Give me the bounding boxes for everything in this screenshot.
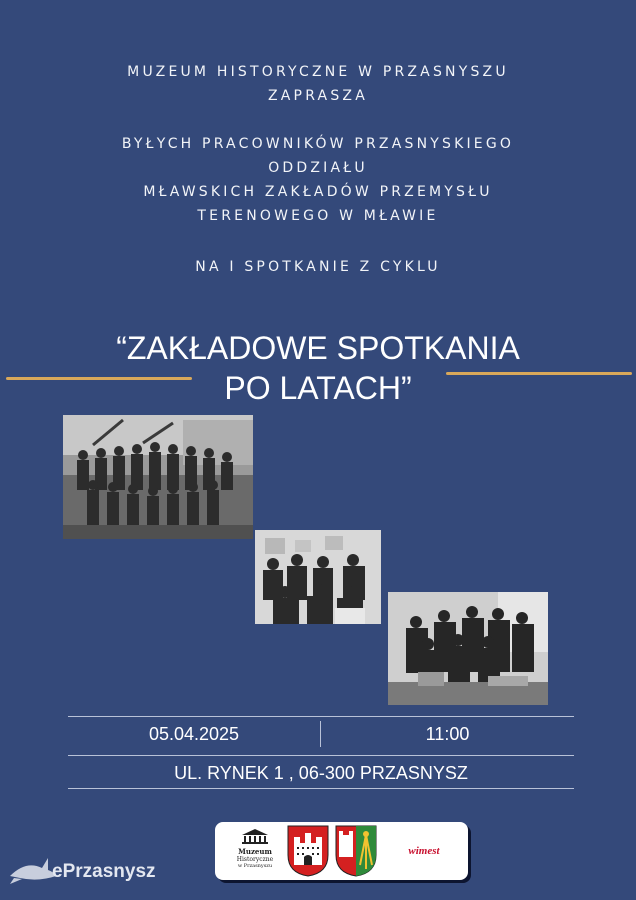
invitees-text bbox=[0, 132, 636, 228]
event-time: 11:00 bbox=[425, 724, 470, 744]
event-title bbox=[0, 328, 636, 408]
invitees-line-1: BYŁYCH PRACOWNIKÓW PRZASNYSKIEGO bbox=[121, 136, 515, 152]
invitees-line-2: ODDZIAŁU bbox=[268, 160, 368, 176]
archival-photo-workshop bbox=[388, 592, 548, 705]
info-rule-middle bbox=[68, 755, 574, 756]
archival-photo-workers-indoor bbox=[255, 530, 381, 624]
museum-logo bbox=[229, 828, 281, 876]
sponsor-logo: wimest bbox=[408, 845, 440, 857]
eprzasnysz-watermark bbox=[8, 852, 168, 892]
series-intro bbox=[0, 255, 636, 279]
invitation-heading bbox=[0, 60, 636, 108]
museum-logo-line-3: w Przasnyszu bbox=[237, 863, 273, 869]
invitees-line-3: MŁAWSKICH ZAKŁADÓW PRZEMYSŁU bbox=[143, 184, 493, 200]
event-date: 05.04.2025 bbox=[148, 724, 240, 744]
przasnysz-coat-of-arms-icon bbox=[287, 825, 329, 877]
county-coat-of-arms-icon bbox=[335, 825, 377, 877]
event-title-line-1: “ZAKŁADOWE SPOTKANIA bbox=[116, 330, 520, 366]
watermark-text: ePrzasnysz bbox=[52, 861, 156, 882]
museum-name: MUZEUM HISTORYCZNE W PRZASNYSZU bbox=[127, 64, 509, 80]
event-address: UL. RYNEK 1 , 06-300 PRZASNYSZ bbox=[174, 763, 468, 783]
partner-logos bbox=[215, 822, 468, 880]
info-rule-bottom bbox=[68, 788, 574, 789]
series-intro-line: NA I SPOTKANIE Z CYKLU bbox=[195, 259, 441, 275]
invites-text: ZAPRASZA bbox=[267, 88, 368, 104]
invitees-line-4: TERENOWEGO W MŁAWIE bbox=[197, 208, 439, 224]
info-rule-top bbox=[68, 716, 574, 717]
museum-logo-line-1: Muzeum bbox=[238, 847, 272, 856]
archival-photo-workers-outdoor bbox=[63, 415, 253, 539]
event-title-line-2: PO LATACH” bbox=[224, 370, 412, 406]
museum-building-icon bbox=[240, 828, 270, 844]
shark-icon bbox=[8, 856, 58, 886]
museum-logo-line-2: Historyczne bbox=[236, 856, 274, 863]
